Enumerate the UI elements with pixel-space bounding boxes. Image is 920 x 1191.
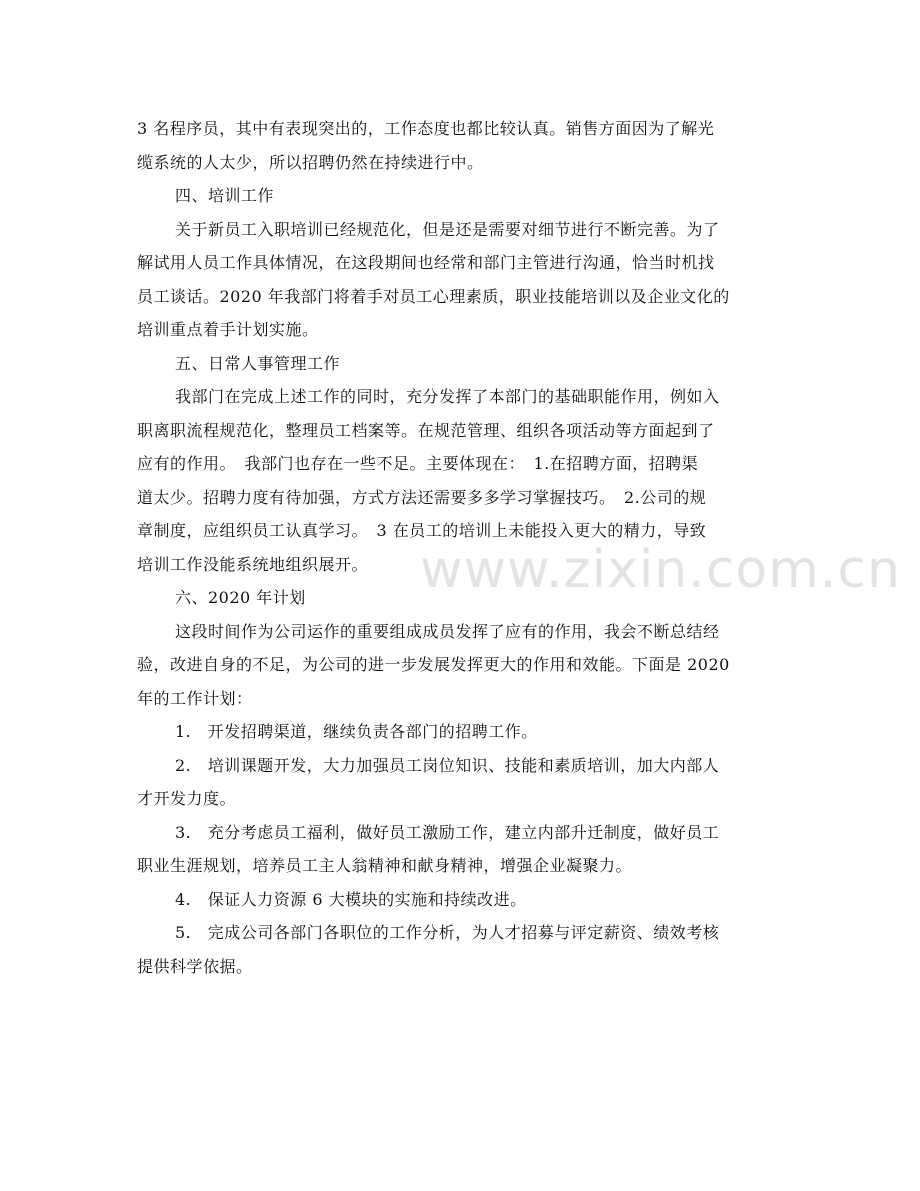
list-item: 1. 开发招聘渠道，继续负责各部门的招聘工作。 [175,722,538,741]
paragraph-line: 道太少。招聘力度有待加强，方式方法还需要多多学习掌握技巧。 2.公司的规 [137,487,707,507]
paragraph-line: 职离职流程规范化，整理员工档案等。在规范管理、组织各项活动等方面起到了 [137,420,715,440]
paragraph-line: 应有的作用。 我部门也存在一些不足。主要体现在： 1.在招聘方面，招聘渠 [137,454,699,473]
list-item-continuation: 才开发力度。 [137,789,237,808]
section-heading: 四、培训工作 [175,186,275,205]
section-heading: 五、日常人事管理工作 [175,353,341,373]
watermark: www.zixin.com.cn [420,540,901,600]
paragraph-line: 这段时间作为公司运作的重要组成成员发挥了应有的作用，我会不断总结经 [175,621,720,641]
paragraph-line: 3 名程序员，其中有表现突出的，工作态度也都比较认真。销售方面因为了解光 [137,119,715,138]
paragraph-line: 年的工作计划： [137,688,253,708]
list-item: 4. 保证人力资源 6 大模块的实施和持续改进。 [175,889,527,909]
list-item: 3. 充分考虑员工福利，做好员工激励工作，建立内部升迁制度，做好员工 [175,822,720,842]
paragraph-line: 我部门在完成上述工作的同时，充分发挥了本部门的基础职能作用，例如入 [175,387,720,406]
paragraph-line: 解试用人员工作具体情况，在这段期间也经常和部门主管进行沟通，恰当时机找 [137,253,715,272]
paragraph-line: 员工谈话。2020 年我部门将着手对员工心理素质，职业技能培训以及企业文化的 [137,286,730,306]
paragraph-line: 缆系统的人太少，所以招聘仍然在持续进行中。 [137,152,484,172]
section-heading: 六、2020 年计划 [175,588,306,607]
list-item-continuation: 职业生涯规划，培养员工主人翁精神和献身精神，增强企业凝聚力。 [137,856,633,875]
document-body [137,112,785,983]
paragraph-line: 关于新员工入职培训已经规范化，但是还是需要对细节进行不断完善。为了 [175,219,720,239]
list-item: 5. 完成公司各部门各职位的工作分析，为人才招募与评定薪资、绩效考核 [175,923,720,942]
paragraph-line: 培训工作没能系统地组织展开。 [137,554,369,574]
list-item-continuation: 提供科学依据。 [137,956,253,976]
paragraph-line: 章制度，应组织员工认真学习。 3 在员工的培训上未能投入更大的精力，导致 [137,521,707,540]
paragraph-line: 验，改进自身的不足，为公司的进一步发展发挥更大的作用和效能。下面是 2020 [137,655,730,674]
paragraph-line: 培训重点着手计划实施。 [137,320,319,339]
list-item: 2. 培训课题开发，大力加强员工岗位知识、技能和素质培训，加大内部人 [175,755,720,775]
